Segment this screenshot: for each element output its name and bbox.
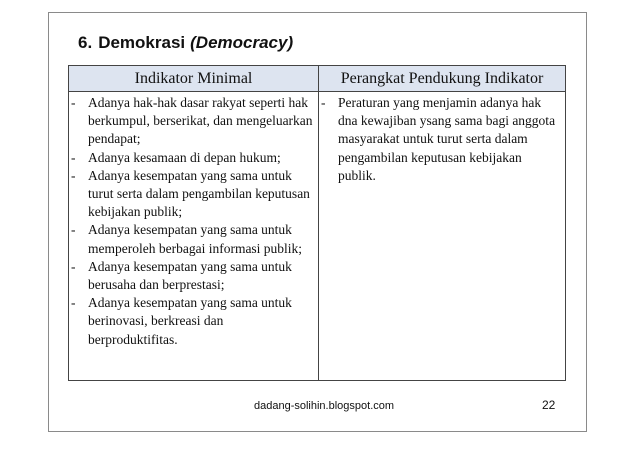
- list-item: [71, 94, 314, 149]
- heading-english: (Democracy): [190, 33, 294, 52]
- list-item-text: Adanya kesamaan di depan hukum;: [88, 149, 281, 165]
- left-cell: [69, 92, 319, 381]
- bullet-dash: -: [71, 295, 76, 311]
- left-list: [71, 94, 314, 349]
- bullet-dash: -: [71, 167, 76, 183]
- list-item-text: Adanya kesempatan yang sama untuk memperoleh berbagai informasi publik;: [88, 222, 303, 256]
- list-item: [71, 221, 314, 257]
- bullet-dash: -: [71, 95, 76, 110]
- bullet-dash: -: [71, 258, 76, 274]
- list-item: [71, 258, 314, 294]
- list-item-text: Adanya kesempatan yang sama untuk berinovasi, berkreasi dan berproduktifitas.: [88, 295, 292, 347]
- table-row: [69, 92, 566, 381]
- bullet-dash: -: [71, 149, 76, 165]
- header-indikator-minimal: Indikator Minimal: [69, 66, 319, 92]
- list-item-text: Peraturan yang menjamin adanya hak dna kewajiban ysang sama bagi anggota masyarakat untuk turut serta dalam pengambilan keputusan kebijakan publik.: [338, 95, 556, 183]
- footer-url: dadang-solihin.blogspot.com: [254, 400, 395, 412]
- list-item: [71, 149, 314, 167]
- slide-heading: [78, 33, 293, 53]
- heading-title: Demokrasi: [98, 33, 186, 52]
- table-header-row: [69, 66, 566, 92]
- bullet-dash: -: [321, 95, 326, 110]
- list-item: [71, 294, 314, 349]
- right-cell: [319, 92, 566, 381]
- page-number: 22: [542, 398, 556, 412]
- list-item-text: Adanya hak-hak dasar rakyat seperti hak berkumpul, berserikat, dan mengeluarkan pendapat;: [88, 95, 313, 147]
- list-item: [71, 167, 314, 222]
- header-perangkat-pendukung: Perangkat Pendukung Indikator: [319, 66, 566, 92]
- indicator-table: [68, 65, 566, 381]
- list-item-text: Adanya kesempatan yang sama untuk berusaha dan berprestasi;: [88, 258, 292, 293]
- heading-number: 6.: [78, 33, 93, 52]
- list-item: [321, 94, 561, 185]
- list-item-text: Adanya kesempatan yang sama untuk turut serta dalam pengambilan keputusan kebijakan publik;: [88, 167, 310, 220]
- right-list: [321, 94, 561, 185]
- bullet-dash: -: [71, 222, 76, 238]
